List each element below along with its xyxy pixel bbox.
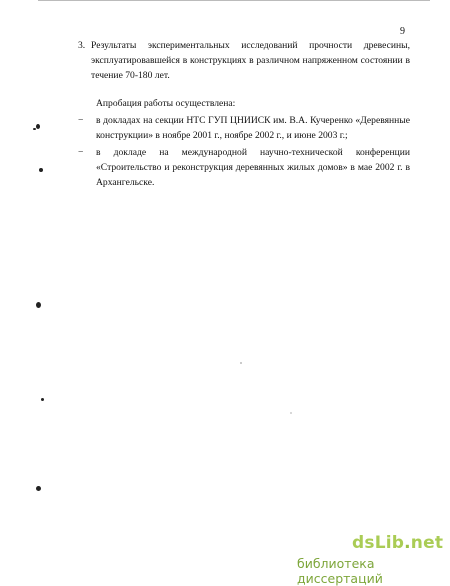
bullet-dash: − bbox=[78, 115, 84, 126]
bullet-item-1 bbox=[78, 113, 410, 143]
dslib-subtitle: библиотека диссертаций bbox=[297, 556, 383, 586]
page-number: 9 bbox=[400, 26, 405, 37]
dslib-logo: dsLib.net bbox=[352, 533, 444, 553]
list-item-number: 3. bbox=[78, 40, 86, 51]
scan-top-edge bbox=[38, 0, 430, 7]
scan-speck bbox=[33, 128, 36, 130]
approbation-heading: Апробация работы осуществлена: bbox=[96, 98, 236, 109]
scan-speck bbox=[39, 168, 43, 172]
scan-speck bbox=[36, 124, 40, 129]
scan-speck bbox=[290, 412, 292, 414]
list-item-3 bbox=[78, 38, 410, 83]
scan-speck bbox=[36, 486, 41, 491]
scan-speck bbox=[240, 362, 242, 364]
list-item-text: Результаты экспериментальных исследований прочности древесины, эксплуатировавшейся в конструкциях в различном напряженном состоянии в течение 70-180 лет. bbox=[91, 40, 410, 81]
bullet-text: в докладе на международной научно-технической конференции «Строительство и реконструкция деревянных жилых домов» в мае 2002 г. в Архангельске. bbox=[96, 147, 410, 188]
scan-speck bbox=[41, 398, 44, 401]
scan-speck bbox=[36, 302, 41, 308]
bullet-dash: − bbox=[78, 147, 84, 158]
bullet-item-2 bbox=[78, 145, 410, 190]
bullet-text: в докладах на секции НТС ГУП ЦНИИСК им. В.А. Кучеренко «Деревянные конструкции» в ноябре 2001 г., ноябре 2002 г., и июне 2003 г.; bbox=[96, 115, 410, 141]
